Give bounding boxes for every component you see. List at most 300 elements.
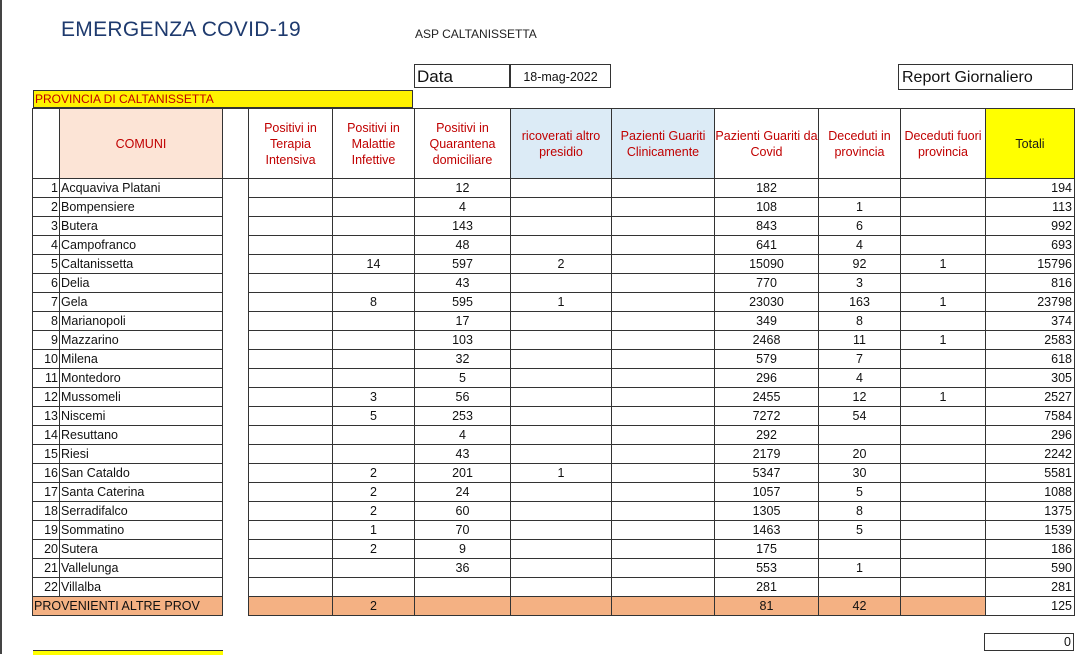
ricoverati-cell (511, 483, 612, 502)
malattie-infettive-cell (333, 312, 415, 331)
table-row (33, 540, 1075, 559)
guariti-clinicamente-cell (612, 445, 715, 464)
row-number: 4 (33, 236, 60, 255)
spacer-cell (223, 445, 249, 464)
comune-name: Bompensiere (60, 198, 223, 217)
malattie-infettive-cell: 2 (333, 483, 415, 502)
table-row (33, 255, 1075, 274)
ricoverati-cell (511, 312, 612, 331)
page-title: EMERGENZA COVID-19 (61, 18, 301, 41)
column-header-guariti-covid: Pazienti Guariti da Covid (715, 109, 819, 179)
date-value: 18-mag-2022 (510, 64, 611, 88)
comune-name: San Cataldo (60, 464, 223, 483)
row-number: 2 (33, 198, 60, 217)
row-number: 9 (33, 331, 60, 350)
malattie-infettive-cell (333, 559, 415, 578)
guariti-covid-cell: 108 (715, 198, 819, 217)
malattie-infettive-cell: 1 (333, 521, 415, 540)
deceduti-provincia-cell (819, 179, 901, 198)
row-number: 20 (33, 540, 60, 559)
guariti-covid-cell: 641 (715, 236, 819, 255)
terapia-intensiva-cell (249, 179, 333, 198)
guariti-clinicamente-cell (612, 521, 715, 540)
spacer-cell (223, 426, 249, 445)
column-header-deceduti-provincia: Deceduti in provincia (819, 109, 901, 179)
totali-cell: 23798 (986, 293, 1075, 312)
row-number-header (33, 109, 60, 179)
totali-cell: 1539 (986, 521, 1075, 540)
ricoverati-cell (511, 445, 612, 464)
spacer-cell (223, 521, 249, 540)
comune-name: Niscemi (60, 407, 223, 426)
terapia-intensiva-cell (249, 331, 333, 350)
column-header-quarantena: Positivi in Quarantena domiciliare (415, 109, 511, 179)
terapia-intensiva-cell (249, 597, 333, 616)
totali-cell: 1375 (986, 502, 1075, 521)
deceduti-provincia-cell: 163 (819, 293, 901, 312)
ricoverati-cell (511, 236, 612, 255)
date-label: Data (414, 64, 510, 88)
malattie-infettive-cell (333, 198, 415, 217)
row-number: 11 (33, 369, 60, 388)
ricoverati-cell (511, 540, 612, 559)
row-number: 10 (33, 350, 60, 369)
deceduti-provincia-cell: 1 (819, 559, 901, 578)
malattie-infettive-cell (333, 426, 415, 445)
malattie-infettive-cell (333, 369, 415, 388)
other-provinces-row (33, 597, 1075, 616)
terapia-intensiva-cell (249, 521, 333, 540)
province-banner: PROVINCIA DI CALTANISSETTA (33, 90, 413, 108)
terapia-intensiva-cell (249, 578, 333, 597)
totali-cell: 2527 (986, 388, 1075, 407)
deceduti-provincia-cell: 92 (819, 255, 901, 274)
totali-cell: 305 (986, 369, 1075, 388)
terapia-intensiva-cell (249, 502, 333, 521)
deceduti-fuori-cell (901, 350, 986, 369)
deceduti-provincia-cell: 4 (819, 236, 901, 255)
guariti-covid-cell: 296 (715, 369, 819, 388)
malattie-infettive-cell (333, 445, 415, 464)
guariti-covid-cell: 81 (715, 597, 819, 616)
quarantena-cell: 56 (415, 388, 511, 407)
ricoverati-cell (511, 597, 612, 616)
column-header-deceduti-fuori: Deceduti fuori provincia (901, 109, 986, 179)
deceduti-fuori-cell (901, 426, 986, 445)
comune-name: Riesi (60, 445, 223, 464)
table-row (33, 293, 1075, 312)
quarantena-cell: 253 (415, 407, 511, 426)
totali-cell: 816 (986, 274, 1075, 293)
deceduti-provincia-cell: 8 (819, 502, 901, 521)
terapia-intensiva-cell (249, 312, 333, 331)
comune-name: Caltanissetta (60, 255, 223, 274)
totali-cell: 125 (986, 597, 1075, 616)
table-row (33, 350, 1075, 369)
covid-data-table (32, 108, 1075, 616)
guariti-clinicamente-cell (612, 236, 715, 255)
malattie-infettive-cell: 5 (333, 407, 415, 426)
malattie-infettive-cell: 14 (333, 255, 415, 274)
deceduti-fuori-cell: 1 (901, 293, 986, 312)
spacer-cell (223, 483, 249, 502)
quarantena-cell: 17 (415, 312, 511, 331)
malattie-infettive-cell: 3 (333, 388, 415, 407)
totali-cell: 194 (986, 179, 1075, 198)
ricoverati-cell (511, 388, 612, 407)
deceduti-provincia-cell: 6 (819, 217, 901, 236)
spacer-cell (223, 559, 249, 578)
quarantena-cell: 36 (415, 559, 511, 578)
totali-cell: 992 (986, 217, 1075, 236)
guariti-clinicamente-cell (612, 388, 715, 407)
comune-name: Butera (60, 217, 223, 236)
comune-name: Mazzarino (60, 331, 223, 350)
guariti-covid-cell: 5347 (715, 464, 819, 483)
spacer-cell (223, 179, 249, 198)
deceduti-provincia-cell: 12 (819, 388, 901, 407)
guariti-covid-cell: 553 (715, 559, 819, 578)
guariti-clinicamente-cell (612, 407, 715, 426)
table-row (33, 483, 1075, 502)
spacer-cell (223, 312, 249, 331)
terapia-intensiva-cell (249, 464, 333, 483)
quarantena-cell: 5 (415, 369, 511, 388)
ricoverati-cell: 1 (511, 464, 612, 483)
comune-name: Acquaviva Platani (60, 179, 223, 198)
ricoverati-cell (511, 274, 612, 293)
comune-name: Vallelunga (60, 559, 223, 578)
table-row (33, 179, 1075, 198)
quarantena-cell: 24 (415, 483, 511, 502)
guariti-covid-cell: 1305 (715, 502, 819, 521)
ricoverati-cell (511, 521, 612, 540)
deceduti-fuori-cell: 1 (901, 331, 986, 350)
totali-cell: 113 (986, 198, 1075, 217)
table-row (33, 236, 1075, 255)
spacer-cell (223, 255, 249, 274)
quarantena-cell: 201 (415, 464, 511, 483)
table-row (33, 464, 1075, 483)
table-row (33, 502, 1075, 521)
column-header-terapia-intensiva: Positivi in Terapia Intensiva (249, 109, 333, 179)
deceduti-fuori-cell (901, 407, 986, 426)
guariti-clinicamente-cell (612, 502, 715, 521)
quarantena-cell: 597 (415, 255, 511, 274)
totali-cell: 7584 (986, 407, 1075, 426)
deceduti-provincia-cell: 5 (819, 483, 901, 502)
guariti-covid-cell: 182 (715, 179, 819, 198)
deceduti-fuori-cell (901, 217, 986, 236)
guariti-covid-cell: 15090 (715, 255, 819, 274)
left-border-line (0, 0, 2, 654)
malattie-infettive-cell: 2 (333, 464, 415, 483)
quarantena-cell (415, 597, 511, 616)
quarantena-cell: 103 (415, 331, 511, 350)
deceduti-provincia-cell (819, 540, 901, 559)
guariti-clinicamente-cell (612, 217, 715, 236)
spacer-cell (223, 350, 249, 369)
spacer-cell (223, 217, 249, 236)
comune-name: Campofranco (60, 236, 223, 255)
guariti-clinicamente-cell (612, 274, 715, 293)
terapia-intensiva-cell (249, 369, 333, 388)
quarantena-cell: 595 (415, 293, 511, 312)
quarantena-cell: 43 (415, 274, 511, 293)
spacer-cell (223, 236, 249, 255)
ricoverati-cell: 1 (511, 293, 612, 312)
guariti-clinicamente-cell (612, 597, 715, 616)
table-row (33, 198, 1075, 217)
quarantena-cell: 12 (415, 179, 511, 198)
totali-cell: 186 (986, 540, 1075, 559)
guariti-clinicamente-cell (612, 331, 715, 350)
malattie-infettive-cell (333, 350, 415, 369)
deceduti-fuori-cell: 1 (901, 255, 986, 274)
terapia-intensiva-cell (249, 445, 333, 464)
table-row (33, 388, 1075, 407)
spacer-cell (223, 597, 249, 616)
row-number: 17 (33, 483, 60, 502)
totali-cell: 281 (986, 578, 1075, 597)
guariti-clinicamente-cell (612, 540, 715, 559)
comune-name: Villalba (60, 578, 223, 597)
malattie-infettive-cell (333, 578, 415, 597)
deceduti-provincia-cell: 3 (819, 274, 901, 293)
totali-cell: 15796 (986, 255, 1075, 274)
guariti-covid-cell: 843 (715, 217, 819, 236)
quarantena-cell: 43 (415, 445, 511, 464)
guariti-covid-cell: 2179 (715, 445, 819, 464)
totali-cell: 2242 (986, 445, 1075, 464)
guariti-clinicamente-cell (612, 464, 715, 483)
spacer-cell (223, 407, 249, 426)
terapia-intensiva-cell (249, 274, 333, 293)
deceduti-provincia-cell: 5 (819, 521, 901, 540)
comune-name: Sutera (60, 540, 223, 559)
guariti-clinicamente-cell (612, 578, 715, 597)
deceduti-fuori-cell: 1 (901, 388, 986, 407)
row-number: 15 (33, 445, 60, 464)
ricoverati-cell (511, 217, 612, 236)
table-row (33, 407, 1075, 426)
organization-label: ASP CALTANISSETTA (415, 27, 537, 41)
guariti-clinicamente-cell (612, 559, 715, 578)
quarantena-cell: 70 (415, 521, 511, 540)
malattie-infettive-cell: 2 (333, 597, 415, 616)
row-number: 12 (33, 388, 60, 407)
spacer-cell (223, 331, 249, 350)
deceduti-provincia-cell: 42 (819, 597, 901, 616)
ricoverati-cell (511, 502, 612, 521)
spacer-cell (223, 540, 249, 559)
table-header-row (33, 109, 1075, 179)
deceduti-fuori-cell (901, 483, 986, 502)
spacer-header (223, 109, 249, 179)
table-row (33, 331, 1075, 350)
totali-cell: 590 (986, 559, 1075, 578)
guariti-clinicamente-cell (612, 369, 715, 388)
guariti-clinicamente-cell (612, 255, 715, 274)
comune-name: Resuttano (60, 426, 223, 445)
table-row (33, 578, 1075, 597)
deceduti-fuori-cell (901, 502, 986, 521)
row-number: 18 (33, 502, 60, 521)
terapia-intensiva-cell (249, 426, 333, 445)
table-row (33, 369, 1075, 388)
terapia-intensiva-cell (249, 407, 333, 426)
quarantena-cell: 4 (415, 198, 511, 217)
ricoverati-cell (511, 578, 612, 597)
totali-cell: 2583 (986, 331, 1075, 350)
guariti-covid-cell: 7272 (715, 407, 819, 426)
terapia-intensiva-cell (249, 293, 333, 312)
spacer-cell (223, 502, 249, 521)
malattie-infettive-cell (333, 331, 415, 350)
guariti-clinicamente-cell (612, 198, 715, 217)
terapia-intensiva-cell (249, 236, 333, 255)
terapia-intensiva-cell (249, 350, 333, 369)
row-number: 1 (33, 179, 60, 198)
guariti-clinicamente-cell (612, 293, 715, 312)
row-number: 6 (33, 274, 60, 293)
malattie-infettive-cell (333, 274, 415, 293)
ricoverati-cell (511, 198, 612, 217)
other-provinces-label: PROVENIENTI ALTRE PROV (33, 597, 223, 616)
deceduti-fuori-cell (901, 274, 986, 293)
totali-cell: 618 (986, 350, 1075, 369)
row-number: 13 (33, 407, 60, 426)
quarantena-cell: 4 (415, 426, 511, 445)
malattie-infettive-cell (333, 236, 415, 255)
deceduti-provincia-cell: 30 (819, 464, 901, 483)
row-number: 21 (33, 559, 60, 578)
table-row (33, 426, 1075, 445)
column-header-ricoverati: ricoverati altro presidio (511, 109, 612, 179)
ricoverati-cell (511, 350, 612, 369)
deceduti-provincia-cell (819, 426, 901, 445)
deceduti-fuori-cell (901, 312, 986, 331)
totali-cell: 374 (986, 312, 1075, 331)
comune-name: Serradifalco (60, 502, 223, 521)
guariti-clinicamente-cell (612, 312, 715, 331)
totali-cell: 1088 (986, 483, 1075, 502)
table-row (33, 445, 1075, 464)
guariti-clinicamente-cell (612, 350, 715, 369)
column-header-comuni: COMUNI (60, 109, 223, 179)
quarantena-cell: 9 (415, 540, 511, 559)
row-number: 8 (33, 312, 60, 331)
deceduti-provincia-cell: 54 (819, 407, 901, 426)
ricoverati-cell (511, 331, 612, 350)
deceduti-fuori-cell (901, 578, 986, 597)
guariti-covid-cell: 2455 (715, 388, 819, 407)
comune-name: Mussomeli (60, 388, 223, 407)
table-row (33, 217, 1075, 236)
malattie-infettive-cell (333, 179, 415, 198)
guariti-covid-cell: 281 (715, 578, 819, 597)
terapia-intensiva-cell (249, 198, 333, 217)
deceduti-fuori-cell (901, 236, 986, 255)
ricoverati-cell (511, 426, 612, 445)
deceduti-provincia-cell: 11 (819, 331, 901, 350)
malattie-infettive-cell (333, 217, 415, 236)
guariti-covid-cell: 292 (715, 426, 819, 445)
terapia-intensiva-cell (249, 483, 333, 502)
guariti-covid-cell: 349 (715, 312, 819, 331)
deceduti-provincia-cell: 8 (819, 312, 901, 331)
comune-name: Milena (60, 350, 223, 369)
deceduti-fuori-cell (901, 369, 986, 388)
deceduti-fuori-cell (901, 464, 986, 483)
deceduti-provincia-cell (819, 578, 901, 597)
column-header-malattie-infettive: Positivi in Malattie Infettive (333, 109, 415, 179)
terapia-intensiva-cell (249, 540, 333, 559)
ricoverati-cell (511, 559, 612, 578)
deceduti-provincia-cell: 7 (819, 350, 901, 369)
totali-cell: 296 (986, 426, 1075, 445)
row-number: 7 (33, 293, 60, 312)
extra-total-cell: 0 (984, 633, 1074, 651)
row-number: 22 (33, 578, 60, 597)
spacer-cell (223, 388, 249, 407)
row-number: 3 (33, 217, 60, 236)
guariti-covid-cell: 579 (715, 350, 819, 369)
guariti-covid-cell: 770 (715, 274, 819, 293)
guariti-covid-cell: 23030 (715, 293, 819, 312)
deceduti-fuori-cell (901, 521, 986, 540)
ricoverati-cell (511, 369, 612, 388)
guariti-covid-cell: 175 (715, 540, 819, 559)
guariti-covid-cell: 2468 (715, 331, 819, 350)
table-row (33, 559, 1075, 578)
spacer-cell (223, 198, 249, 217)
spacer-cell (223, 578, 249, 597)
comune-name: Sommatino (60, 521, 223, 540)
comune-name: Marianopoli (60, 312, 223, 331)
spacer-cell (223, 369, 249, 388)
guariti-covid-cell: 1463 (715, 521, 819, 540)
terapia-intensiva-cell (249, 388, 333, 407)
malattie-infettive-cell: 8 (333, 293, 415, 312)
malattie-infettive-cell: 2 (333, 502, 415, 521)
table-row (33, 312, 1075, 331)
malattie-infettive-cell: 2 (333, 540, 415, 559)
comune-name: Delia (60, 274, 223, 293)
guariti-clinicamente-cell (612, 426, 715, 445)
ricoverati-cell (511, 407, 612, 426)
row-number: 5 (33, 255, 60, 274)
comune-name: Montedoro (60, 369, 223, 388)
deceduti-provincia-cell: 4 (819, 369, 901, 388)
deceduti-provincia-cell: 1 (819, 198, 901, 217)
totali-cell: 5581 (986, 464, 1075, 483)
table-row (33, 521, 1075, 540)
comune-name: Santa Caterina (60, 483, 223, 502)
bottom-yellow-strip (33, 650, 223, 655)
quarantena-cell (415, 578, 511, 597)
terapia-intensiva-cell (249, 559, 333, 578)
spacer-cell (223, 293, 249, 312)
quarantena-cell: 143 (415, 217, 511, 236)
deceduti-fuori-cell (901, 559, 986, 578)
quarantena-cell: 32 (415, 350, 511, 369)
quarantena-cell: 48 (415, 236, 511, 255)
spacer-cell (223, 464, 249, 483)
terapia-intensiva-cell (249, 255, 333, 274)
deceduti-fuori-cell (901, 445, 986, 464)
totali-cell: 693 (986, 236, 1075, 255)
